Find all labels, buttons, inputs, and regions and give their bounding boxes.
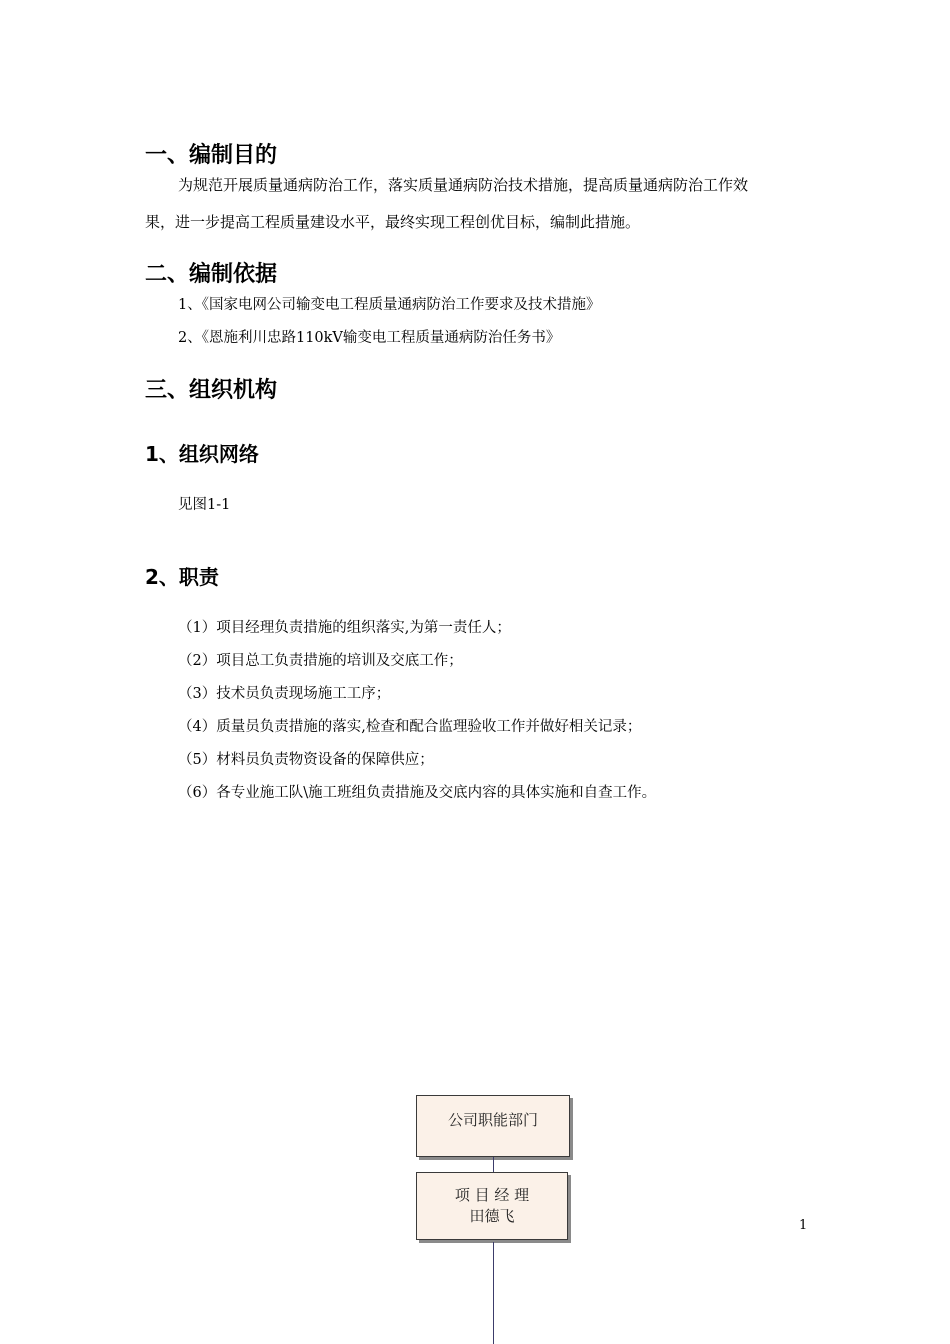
org-box-project-manager	[416, 1172, 568, 1240]
duty-item: （5）材料员负责物资设备的保障供应；	[178, 752, 434, 768]
page-number: 1	[799, 1218, 808, 1233]
section-1-paragraph-line1: 为规范开展质量通病防治工作，落实质量通病防治技术措施，提高质量通病防治工作效	[178, 176, 749, 194]
duty-item: （1）项目经理负责措施的组织落实,为第一责任人；	[178, 620, 511, 636]
org-connector-line	[493, 1242, 494, 1344]
org-box-name: 田德飞	[469, 1207, 515, 1225]
duty-item: （2）项目总工负责措施的培训及交底工作；	[178, 653, 463, 669]
org-box-label: 公司职能部门	[447, 1111, 538, 1129]
duty-item: （4）质量员负责措施的落实,检查和配合监理验收工作并做好相关记录；	[178, 719, 642, 735]
section-1-paragraph-line2: 果，进一步提高工程质量建设水平，最终实现工程创优目标，编制此措施。	[145, 213, 641, 231]
org-connector-line	[493, 1157, 494, 1172]
subsection-duties-title: 2、职责	[145, 565, 219, 589]
duty-item: （3）技术员负责现场施工工序；	[178, 686, 391, 702]
org-box-company-departments	[416, 1095, 570, 1157]
org-box-role: 项 目 经 理	[454, 1186, 530, 1204]
section-2-title: 二、编制依据	[145, 262, 278, 287]
duty-item: （6）各专业施工队\施工班组负责措施及交底内容的具体实施和自查工作。	[178, 785, 657, 801]
section-1-title: 一、编制目的	[145, 143, 278, 168]
see-figure-text: 见图1-1	[178, 497, 231, 513]
subsection-org-network-title: 1、组织网络	[145, 442, 259, 466]
reference-item: 1、《国家电网公司输变电工程质量通病防治工作要求及技术措施》	[178, 297, 601, 313]
section-3-title: 三、组织机构	[145, 378, 278, 403]
reference-item: 2、《恩施利川忠路110kV输变电工程质量通病防治任务书》	[178, 330, 561, 346]
